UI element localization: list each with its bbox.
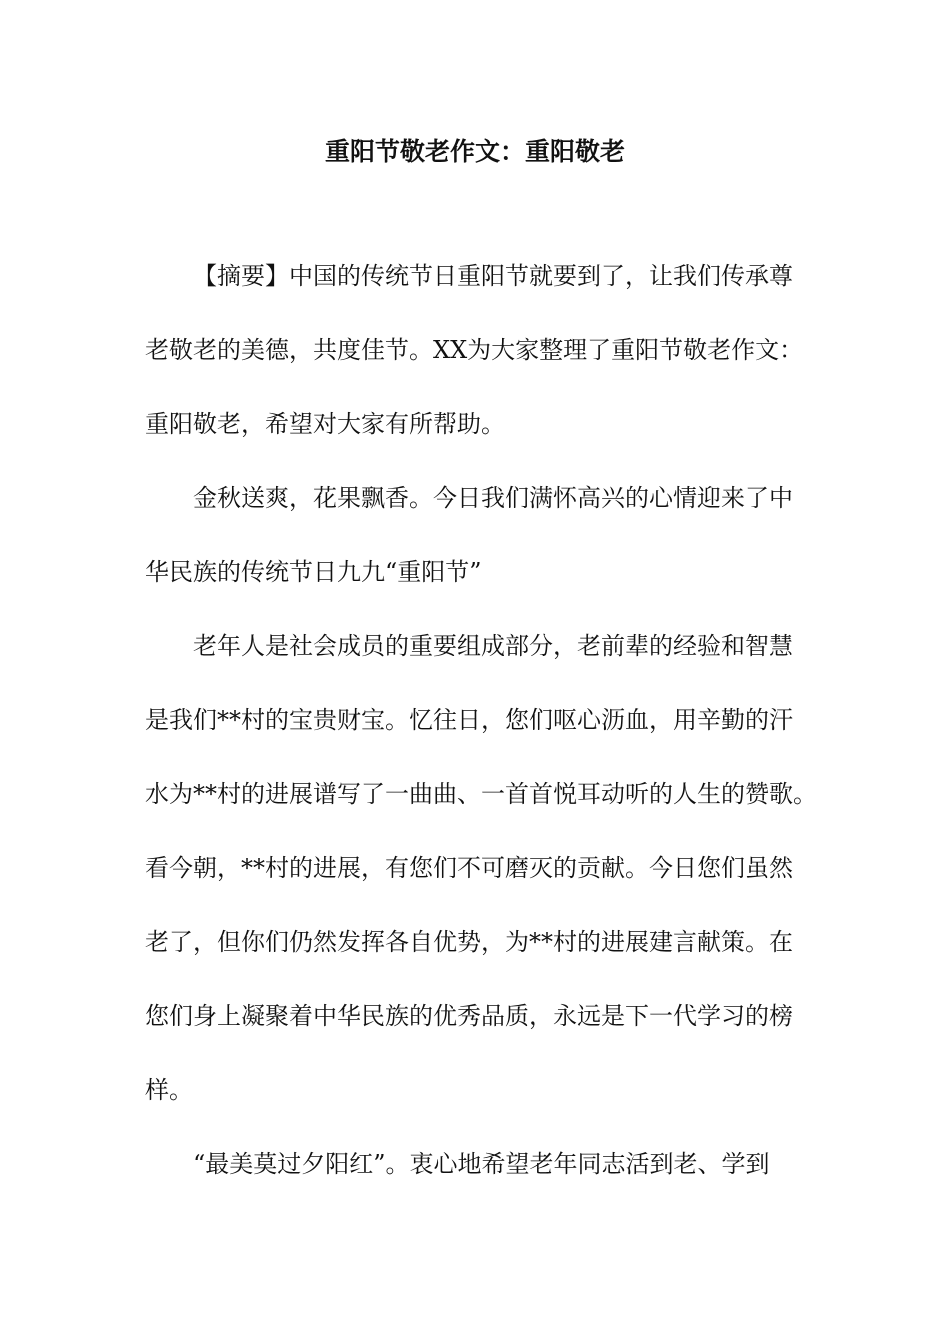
paragraph-line: 是我们**村的宝贵财宝。忆往日，您们呕心沥血，用辛勤的汗 — [145, 706, 793, 734]
paragraph-line: 华民族的传统节日九九“重阳节” — [145, 558, 482, 586]
document-title: 重阳节敬老作文：重阳敬老 — [324, 137, 625, 166]
paragraph-line: 老了，但你们仍然发挥各自优势，为**村的进展建言献策。在 — [145, 928, 793, 956]
paragraph-line: 老敬老的美德，共度佳节。XX为大家整理了重阳节敬老作文： — [145, 336, 804, 364]
paragraph-line: 【摘要】中国的传统节日重阳节就要到了，让我们传承尊 — [193, 262, 793, 290]
paragraph-line: 老年人是社会成员的重要组成部分，老前辈的经验和智慧 — [193, 632, 793, 660]
paragraph-line: 水为**村的进展谱写了一曲曲、一首首悦耳动听的人生的赞歌。 — [145, 780, 817, 808]
paragraph-line: 金秋送爽，花果飘香。今日我们满怀高兴的心情迎来了中 — [193, 484, 793, 512]
paragraph-line: 您们身上凝聚着中华民族的优秀品质，永远是下一代学习的榜 — [145, 1002, 793, 1030]
paragraph-line: “最美莫过夕阳红”。衷心地希望老年同志活到老、学到 — [193, 1150, 770, 1178]
paragraph-line: 重阳敬老，希望对大家有所帮助。 — [145, 410, 505, 438]
paragraph-line: 看今朝，**村的进展，有您们不可磨灭的贡献。今日您们虽然 — [145, 854, 793, 882]
paragraph-line: 样。 — [145, 1076, 193, 1104]
